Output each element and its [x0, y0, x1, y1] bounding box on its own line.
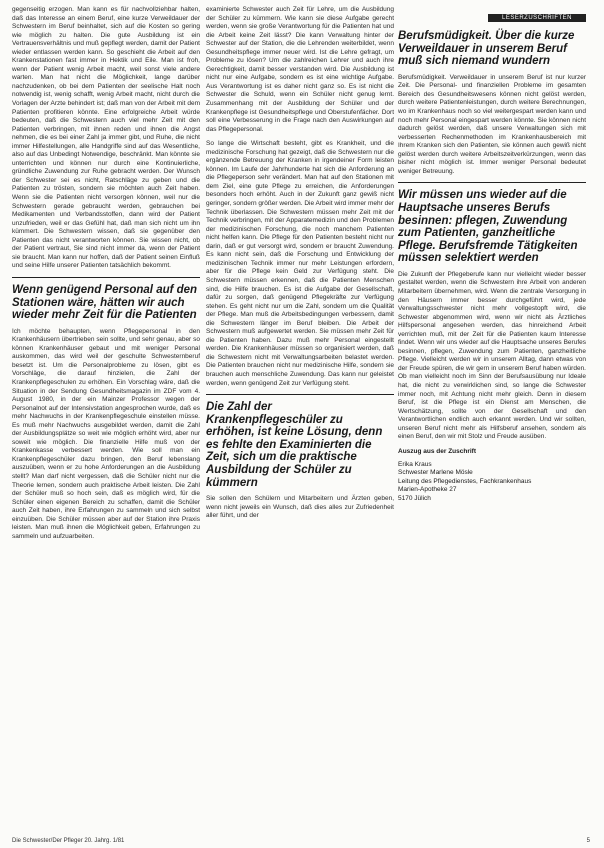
- subheading: Wir müssen uns wieder auf die Hauptsache unseres Berufs besinnen: pflegen, Zuwendung zum Patienten, ganzheitliche Pflege. Berufsfremde Tätigkeiten müssen selektiert werden: [398, 189, 578, 265]
- body-paragraph: Sie sollen den Schülern und Mitarbeitern und Ärzten geben, wenn nicht jeweils ein Wunsch, daß dies alles zur Zufriedenheit aller führt, und der: [206, 495, 394, 520]
- body-paragraph: Berufsmüdigkeit. Verweildauer in unserem Beruf ist nur kurzer Zeit. Die Personal- und finanziellen Probleme im gesamten Bereich des Gesundheitswesens können nicht gelöst werden, durch weitere Patientenleistungen, durch weitere Berechnungen, wo im Krankenhaus noch so viel weitergespart werden kann und noch mehr Personal eingespart werden könnte. Sie können nicht dadurch gelöst werden, daß unsere Verwaltungen sich mit verbesserten Rechenmethoden im Krankenhausbereich mit Ihrem Kranken sich den Patienten, sie können auch gewiß nicht gelöst werden durch weitere Arbeitszeitverkürzungen, wenn das bisher nicht möglich ist. Immer weniger Personal bedeutet weniger Betreuung.: [398, 73, 586, 175]
- footnote: [398, 448, 586, 504]
- column-right: [398, 6, 586, 828]
- body-paragraph: examinierte Schwester auch Zeit für Lehre, um die Ausbildung der Schüler zu kümmern. Wie kann sie diese Aufgabe gerecht werden, wenn sie große Verantwortung für die Patienten hat und die Arbeit keine Zeit lässt? Die kann Verwaltung hinter der Schwester auf der Station, die die Lehrenden weiterbildet, wenn Gesundheitspflege immer neuer wird. Ist die Lehre gefragt, um Probleme zu lösen? Um die zahlreichen Lehrer und auch ihre Gerechtigkeit, damit besser verstanden wird. Die Ausbildung ist nicht nur eine Aufgabe, sondern es ist eine wichtige Aufgabe. Aus Verantwortung ist es daher nicht ganz so. Es ist nicht die Schwester die Schuld, wenn ein Schüler nicht genug lernt. Zusammenhang mit der Ausbildung der Schüler und der Krankenpflege ist Gesundheitspflege und Oberstufenfächer. Dort soll eine Verbesserung in die Frage nach den Auswirkungen auf das Pflegepersonal.: [206, 6, 394, 133]
- column-left: [12, 6, 200, 828]
- footnote-line: Marien-Apotheke 27: [398, 486, 457, 494]
- subheading: Die Zahl der Krankenpflegeschüler zu erhöhen, ist keine Lösung, denn es fehlte den Examinierten die Zeit, sich um die praktische Ausbildung der Schüler zu kümmern: [206, 401, 383, 489]
- page-number: 5: [586, 838, 590, 844]
- column-middle: [206, 6, 394, 828]
- footer-citation: Die Schwester/Der Pfleger 20. Jahrg. 1/81: [12, 838, 125, 844]
- footnote-line: Leitung des Pflegedienstes, Fachkrankenhaus: [398, 477, 532, 485]
- body-paragraph: So lange die Wirtschaft besteht, gibt es Krankheit, und die medizinische Forschung hat gezeigt, daß die Schwestern nur die ergänzende Betreuung der Kranken in irgendeiner Form leisten können. Im Laufe der Jahrhunderte hat sich die Anforderung an die Pflegeperson sehr verändert. Man hat auf den Stationen mit dem Ziel, eine gute Pflege zu erreichen, die Anforderungen besonders hoch erhöht. Auch in der Zukunft ganz gewiß nicht geringer, sondern größer werden. Die Arbeit wird immer mehr der Technik überlassen. Die Schwestern müssen mehr Zeit mit der Technik verbringen, mit der Apparatemedizin und den Problemen der medizinischen Forschung, die noch manchem Patienten nicht helfen kann. Die Pflege für den Patienten besteht nicht nur darin, daß er gut versorgt wird, sondern er braucht Zuwendung. Es kann nicht sein, daß die Forschung und Entwicklung der medizinischen Technik immer nur mehr Leistungen erfordern, aber für die Pflege kein Geld zur Verfügung steht. Die Schwestern müssen erkennen, daß die Patienten Menschen sind, die Hilfe brauchen. Es ist die Aufgabe der Gesellschaft, dafür zu sorgen, daß genügend Pflegekräfte zur Verfügung stehen. Es geht nicht nur um die Zahl, sondern um die Qualität der Pflege. Man muß die Arbeitsbedingungen verbessern, damit die Schwestern länger im Beruf bleiben. Die Arbeit der Schwestern muß aufgewertet werden. Sie müssen mehr Zeit für die Patienten haben. Dazu muß mehr Personal eingestellt werden. Die Krankenhäuser müssen so organisiert werden, daß die Schwestern nicht mit Verwaltungsarbeiten belastet werden. Die Patienten brauchen nicht nur medizinische Hilfe, sondern sie brauchen auch menschliche Zuwendung. Das kann nur geleistet werden, wenn genügend Zeit zur Verfügung steht.: [206, 140, 394, 387]
- footnote-line: 5170 Jülich: [398, 494, 431, 502]
- subheading: Wenn genügend Personal auf den Stationen wäre, hätten wir auch wieder mehr Zeit für die Patienten: [12, 283, 198, 322]
- page-footer: [12, 832, 590, 844]
- body-paragraph: Die Zukunft der Pflegeberufe kann nur vielleicht wieder besser gestaltet werden, wenn die Schwestern ihre Arbeit von anderen Mitarbeitern übernehmen, wird. Wenn die zentrale Versorgung in den Häusern immer besser durchgeführt wird, jede Verwaltungsschwester nicht mehr vollgestopft wird, die Schwester abgenommen wird, wenn wir nicht als Ärztliches Hilfspersonal angesehen werden, das hinreichend Arbeit verrichten muß, mit der Zeit für die Patienten kaum Interesse findet. Wenn wir uns wieder auf die Hauptsache unseres Berufes besinnen, pflegen, Zuwendung zum Patienten, ganzheitliche Pflege. Vielleicht werden wir in unserem Alltag, dann etwas von der Freude spüren, die wir gern in unserem Beruf haben würden. Ob man vielleicht noch im Sinn der Berufsausübung nur Ideale hat, die nicht zu verwirklichen sind, so lange die Schwester immer noch, mit Achtung nicht mehr gleich. Denn in diesem Beruf, ist die Pflege ist ein Dienst am Menschen, die Wertschätzung, sollte von der Gesellschaft und den Verantwortlichen endlich auch erkannt werden. Und wir sollten, unseren Beruf nicht mehr als Hilfsberuf ansehen, sondern als einen Beruf, den wir mit Stolz und Freude ausüben.: [398, 270, 586, 441]
- body-paragraph: Ich möchte behaupten, wenn Pflegepersonal in den Krankenhäusern übertrieben sein sollte, und sehr genau, aber so können Krankenhäuser gebaut und mit weniger Personal auskommen, das wird weil der geschulte Schwesternberuf besetzt ist. Um die Personalprobleme zu lösen, gibt es Vorschläge, die darauf hinzielen, die Zahl der Krankenpflegeschulen zu erhöhen. Ein Vorschlag wäre, daß die Situation in der Sendung Gesundheitsmagazin im ZDF vom 4. August 1980, in der ein Mainzer Professor wegen der Personalnot auf der Intensivstation angesprochen wurde, daß es mehr Nachwuchs in der Krankenpflegeschule einstellen müsse. Es muß mehr Nachwuchs ausgebildet werden, damit die Zahl der Ausbildungsplätze so weit wie möglich erhöht wird, aber nur soweit wie möglich. Die finanzielle Hilfe muß von der Krankenkasse verbessert werden. Wie soll man ein Krankenpflegeschüler dazu bringen, den Beruf lebenslang auszuüben, wenn er zu hohe Anforderungen an die Ausbildung stellt? Man darf nicht vergessen, daß die Schüler nicht nur die Theorie lernen, sondern auch praktische Arbeit leisten. Die Zahl der Schüler muß so hoch sein, daß es möglich wird, für die Schüler einen eigenen Bereich zu schaffen, damit die Schüler auch Zeit haben, ihre Erfahrungen zu sammeln und sich selbst einzuüben. Die Schüler müssen aber auf der Station ihre Praxis leisten. Man muß ihnen die Möglichkeit geben, Erfahrungen zu sammeln und aufzuarbeiten.: [12, 327, 200, 540]
- footnote-line: Erika Kraus: [398, 460, 432, 468]
- footnote-title: Auszug aus der Zuschrift: [398, 447, 477, 455]
- footnote-line: Schwester Marlene Mösle: [398, 469, 473, 477]
- body-paragraph: gegenseitig erzogen. Man kann es für nachvollziehbar halten, daß das Interesse an einem Beruf, eine kurze Verweildauer der Schwestern im Beruf beinhaltet, sich auf die Kosten so gering wie möglich zu halten. Die gute Ausbildung ist ein Vertrauensverhältnis und muß gepflegt werden, damit der Patient wieder entlassen werden kann. So geschieht die Arbeit auf den Krankenstationen fast immer in Hektik und Eile. Man ist froh, wenn der Patient wenig Arbeit macht, weil sonst viele andere warten. Man hat nicht die Möglichkeit, lange darüber nachzudenken, ob bei dem Patienten der seelische Halt noch notwendig ist, wenig schafft, wenig Arbeit macht, nicht durch die Vorlagen der Arzte behindert ist; daß man von der Arbeit mit dem Patienten profitieren könnte. Eine erfolgreiche Arbeit würde bedeuten, daß die Schwestern auch viel mehr Zeit mit den Patienten verbringen, mit ihnen reden und ihnen die Angst nehmen, die es bei einer Zahl ja immer gibt, und Ruhe, die nicht immer Hilfestellungen, alle Handgriffe sind auf das Wesentliche, also auf das Unbedingt Notwendige, beschränkt. Man könnte sie unterrichten und können nur durch eine Kontinuierliche, gründliche Zuwendung zur Ruhe gebracht werden. Der Wunsch der Schwester sei es nicht, Ratschläge zu geben und die Patienten zu trösten, sondern sie möchten auch Zeit haben. Wenn sie die Patienten nicht versorgen können, weil nur die Schwestern gerade gebraucht werden, gebrauchen bei Medikamenten und Verbandsstoffen, dann wird der Patient unzufrieden, weil er das Gefühl hat, daß man sich nicht um ihn kümmert. Die Schwestern wissen, daß sie gegenüber den Patienten das nicht verantworten können. Sie wissen nicht, ob der Patient vertraut, Sie sind nicht immer da, wenn der Patient sie braucht. Man kann nur hoffen, daß der Patient seinen Einfluß und seine Hilfe unserer Patienten tatsächlich bekommt.: [12, 6, 200, 270]
- section-label: LESERZUSCHRIFTEN: [488, 14, 586, 22]
- subheading: Berufsmüdigkeit. Über die kurze Verweildauer in unserem Beruf muß sich niemand wundern: [398, 30, 575, 68]
